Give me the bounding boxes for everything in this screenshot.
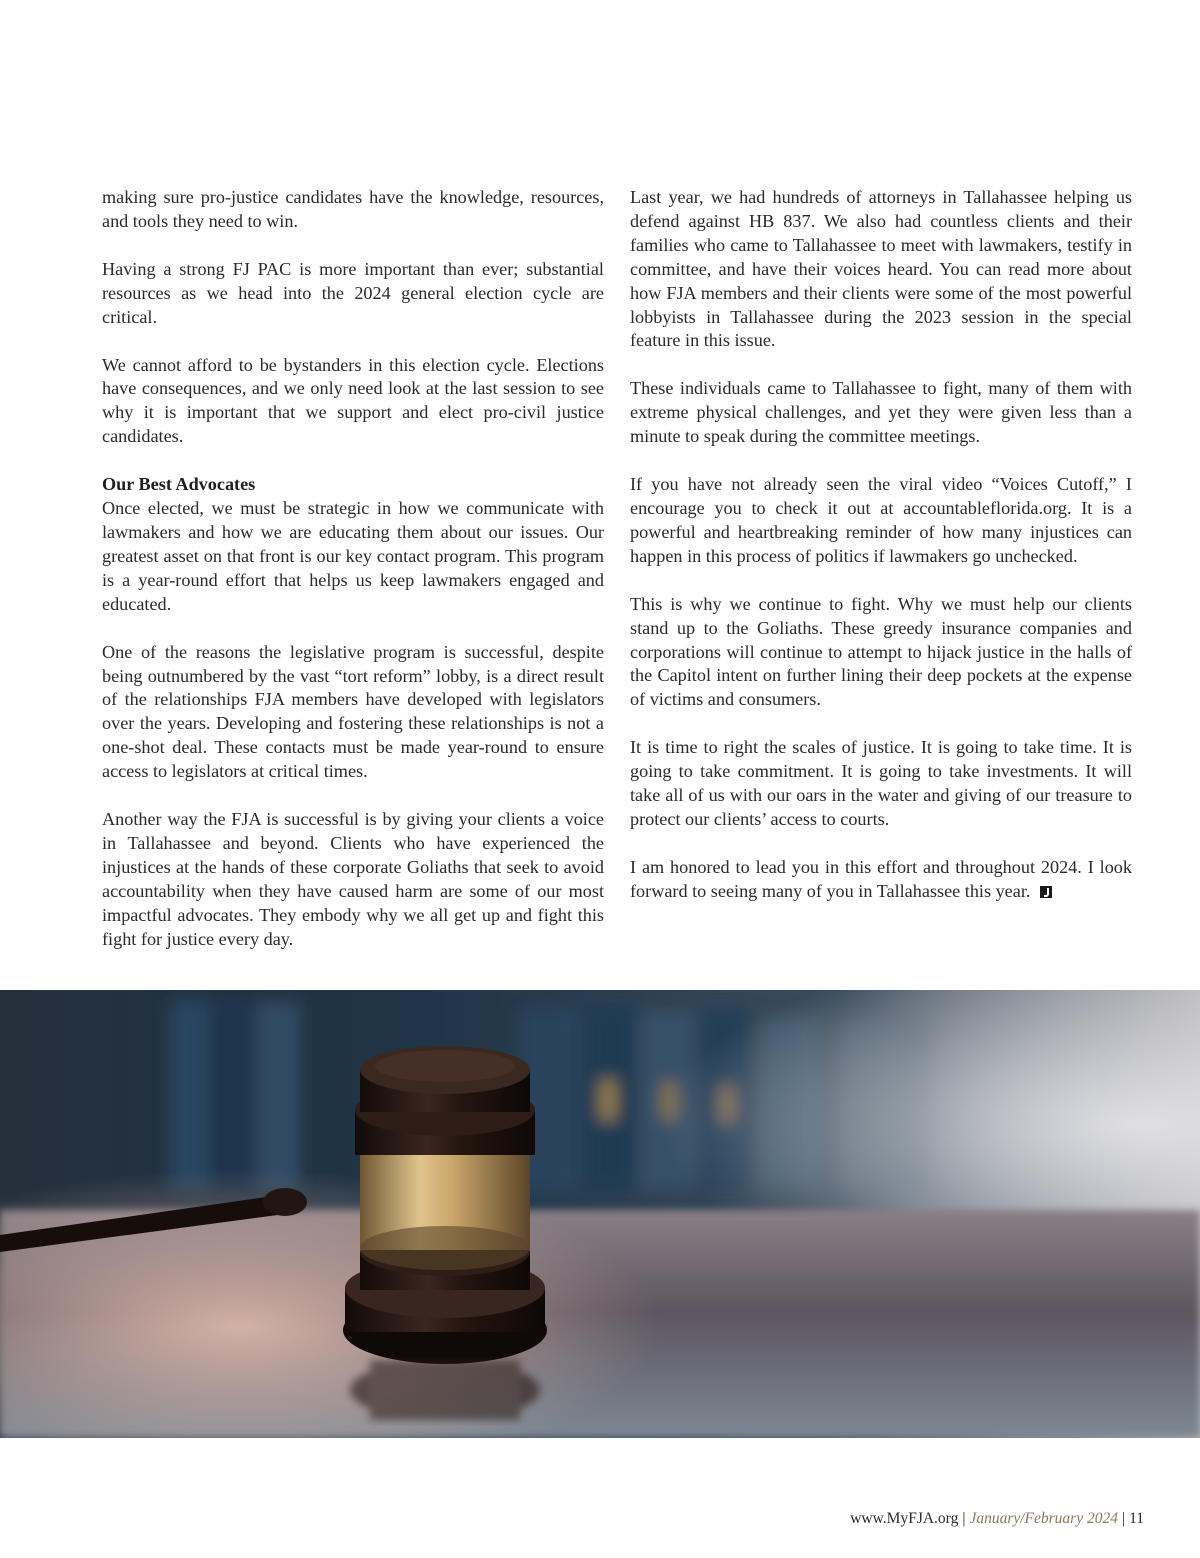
paragraph: Having a strong FJ PAC is more important than ever; substantial resources as we head into the 2024 general election cycle are critical. bbox=[102, 258, 604, 327]
website-link[interactable]: www.MyFJA.org bbox=[850, 1510, 959, 1527]
page-footer bbox=[850, 1510, 1144, 1528]
issue-date: January/February 2024 bbox=[969, 1510, 1118, 1527]
journal-end-mark-icon bbox=[1040, 886, 1052, 898]
paragraph: These individuals came to Tallahassee to fight, many of them with extreme physical challenges, and yet they were given less than a minute to speak during the committee meetings. bbox=[630, 378, 1132, 447]
paragraph: making sure pro-justice candidates have the knowledge, resources, and tools they need to win. bbox=[102, 187, 604, 231]
paragraph: We cannot afford to be bystanders in this election cycle. Elections have consequences, and we only need look at the last session to see why it is important that we support and elect pro-civil justice candidates. bbox=[102, 354, 604, 447]
paragraph: This is why we continue to fight. Why we must help our clients stand up to the Goliaths. These greedy insurance companies and corporations will continue to attempt to hijack justice in the halls of the Capitol intent on further lining their deep pockets at the expense of victims and consumers. bbox=[630, 593, 1132, 710]
page-number: 11 bbox=[1129, 1510, 1144, 1527]
paragraph: It is time to right the scales of justice. It is going to take time. It is going to take commitment. It is going to take investments. It will take all of us with our oars in the water and giving of our treasure to protect our clients’ access to courts. bbox=[630, 737, 1132, 829]
closing-text: I am honored to lead you in this effort and throughout 2024. I look forward to seeing many of you in Tallahassee this year. bbox=[630, 856, 1132, 901]
closing-paragraph bbox=[630, 856, 1132, 904]
section-heading: Our Best Advocates bbox=[102, 474, 256, 495]
paragraph: Last year, we had hundreds of attorneys in Tallahassee helping us defend against HB 837. We also had countless clients and their families who came to Tallahassee to meet with lawmakers, testify in committee, and have their voices heard. You can read more about how FJA members and their clients were some of the most powerful lobbyists in Tallahassee during the 2023 session in the special feature in this issue. bbox=[630, 187, 1132, 351]
paragraph: One of the reasons the legislative program is successful, despite being outnumbered by the vast “tort reform” lobby, is a direct result of the relationships FJA members have developed with legislators over the years. Developing and fostering these relationships is not a one-shot deal. These contacts must be made year-round to ensure access to legislators at critical times. bbox=[102, 641, 604, 782]
paragraph: Once elected, we must be strategic in how we communicate with lawmakers and how we are educating them about our issues. Our greatest asset on that front is our key contact program. This program is a year-round effort that helps us keep lawmakers engaged and educated. bbox=[102, 498, 604, 614]
gavel-photo bbox=[0, 990, 1200, 1438]
paragraph: Another way the FJA is successful is by giving your clients a voice in Tallahassee and beyond. Clients who have experienced the injustices at the hands of these corporate Goliaths that seek to avoid accountability when they have caused harm are some of our most impactful advocates. They embody why we all get up and fight this fight for justice every day. bbox=[102, 809, 604, 949]
right-column bbox=[630, 186, 1132, 928]
footer-separator: | bbox=[962, 1510, 966, 1527]
footer-separator: | bbox=[1121, 1510, 1126, 1527]
left-column bbox=[102, 186, 604, 975]
article-body bbox=[102, 186, 1132, 966]
paragraph: If you have not already seen the viral video “Voices Cutoff,” I encourage you to check it out at accountableflorida.org. It is a powerful and heartbreaking reminder of how many injustices can happen in this process of politics if lawmakers go unchecked. bbox=[630, 474, 1132, 566]
